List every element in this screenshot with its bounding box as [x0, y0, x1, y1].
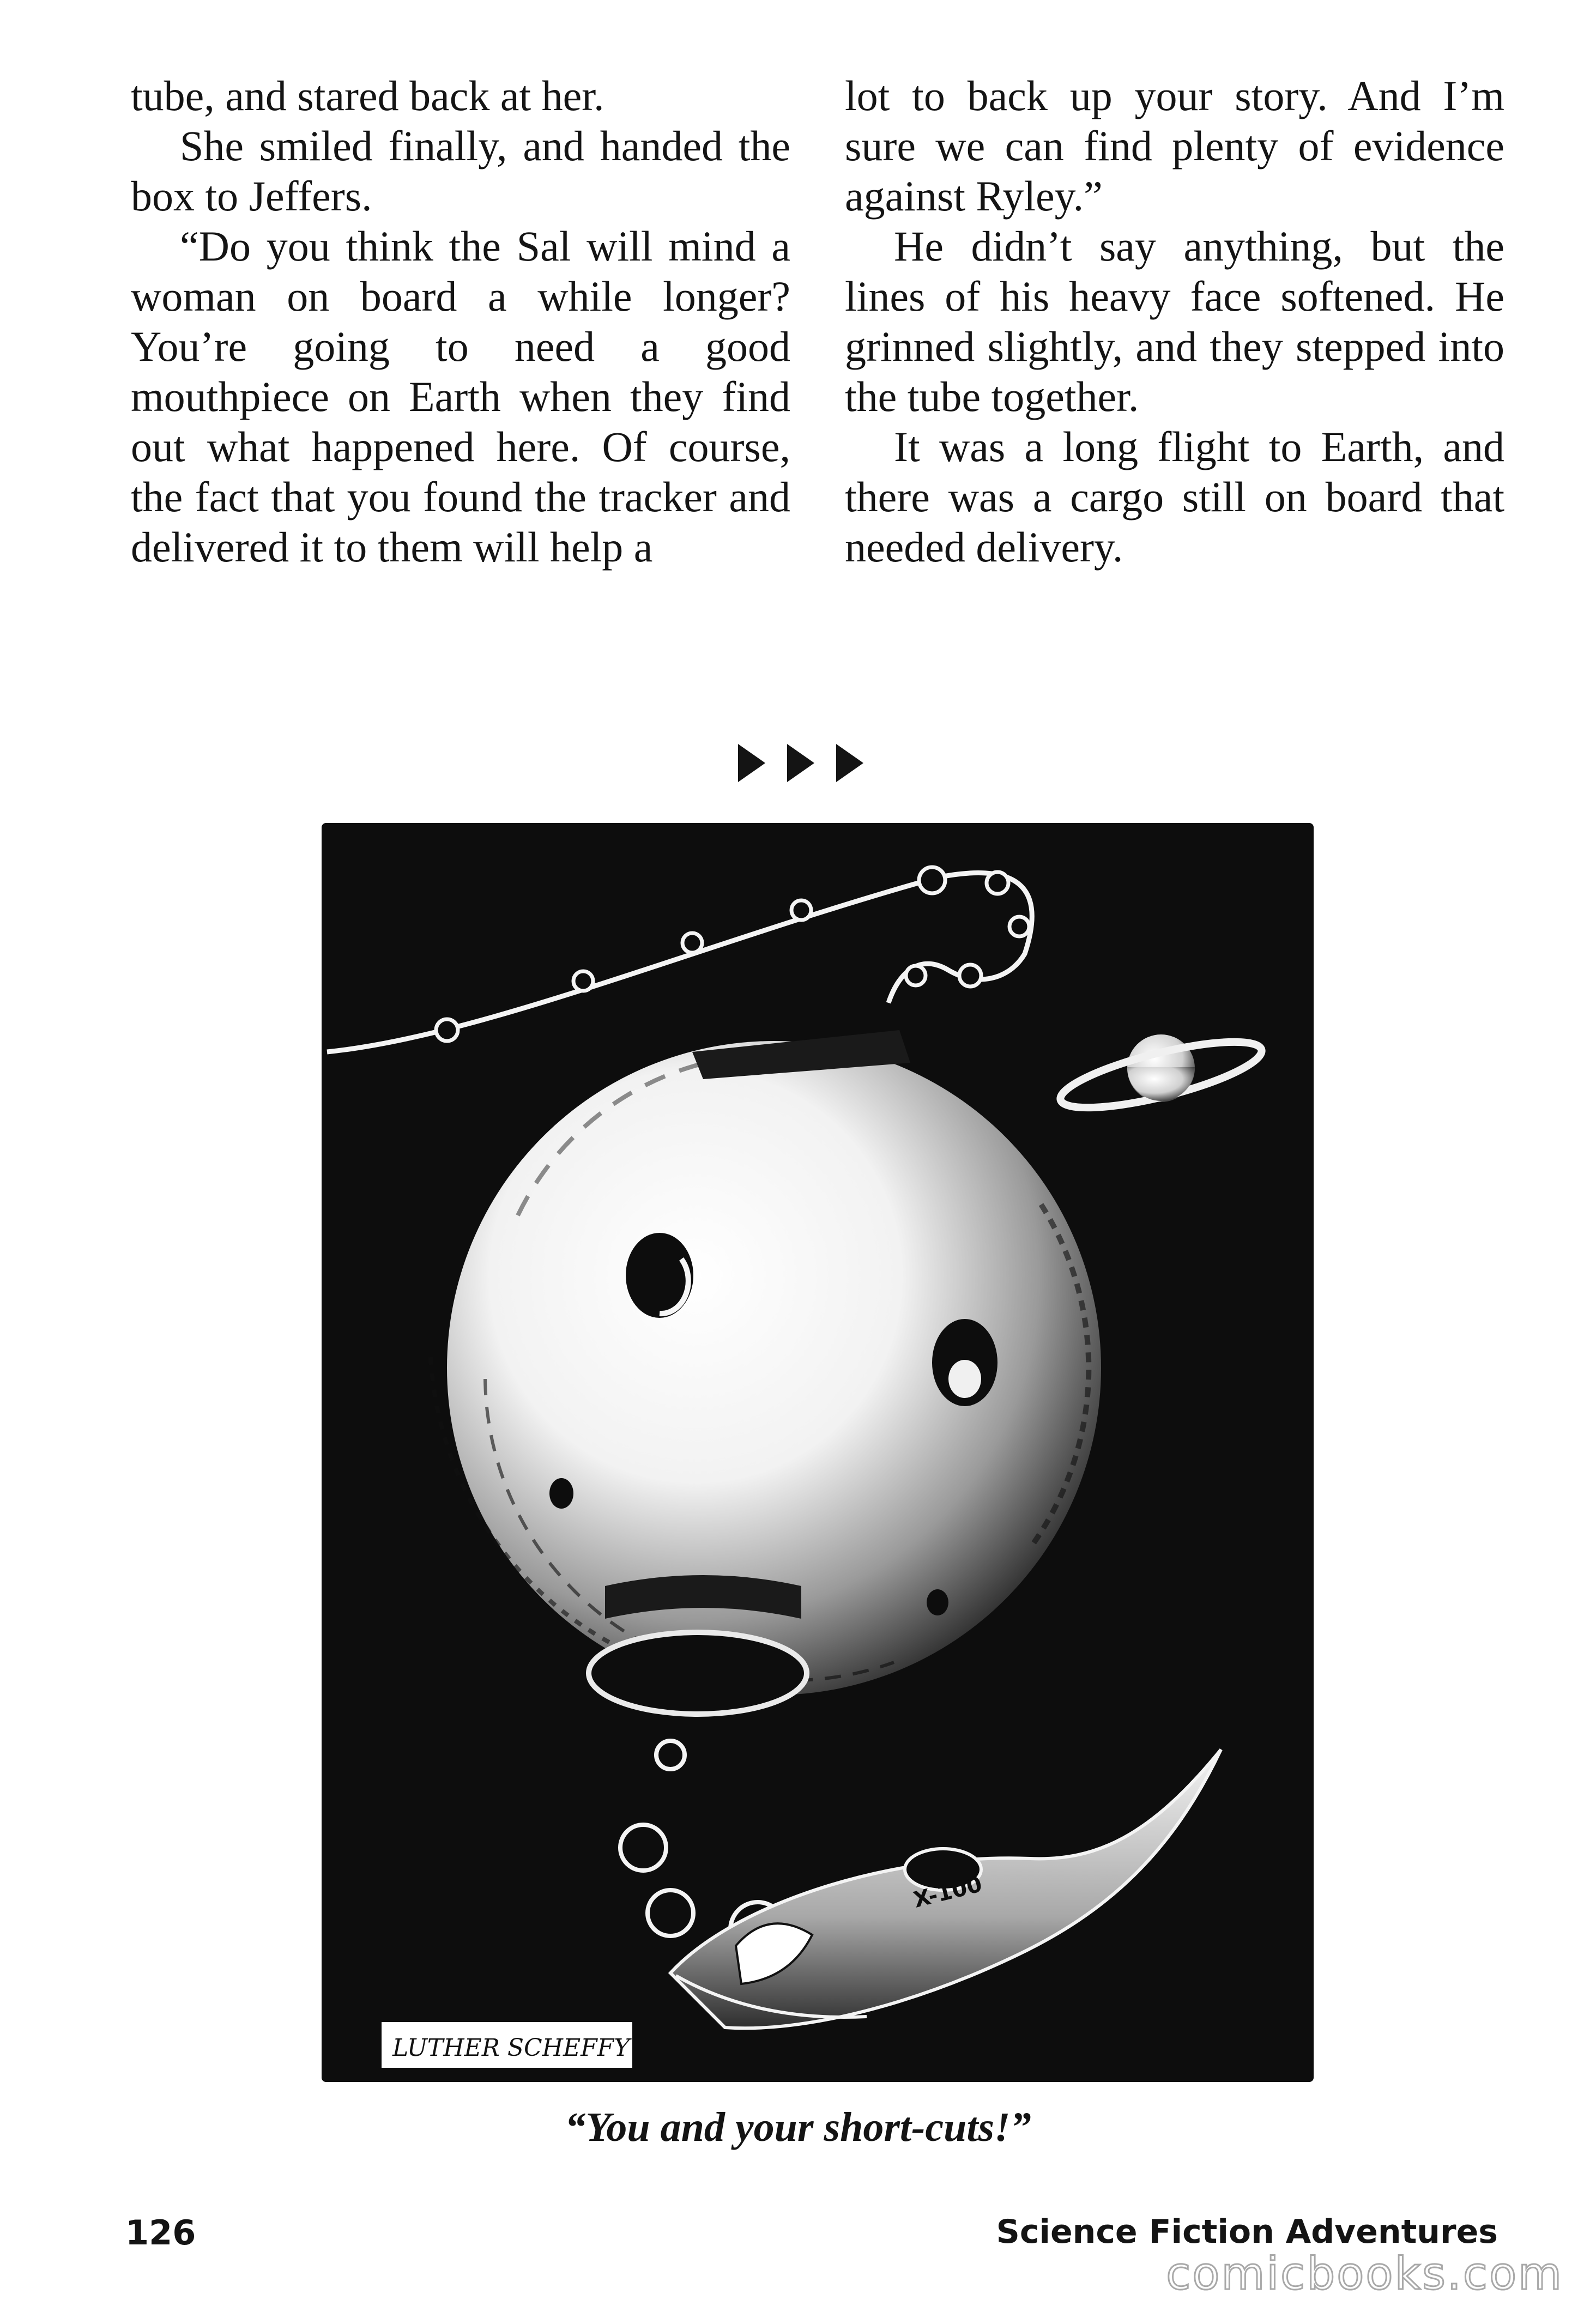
story-text — [131, 71, 1504, 698]
ship-marking: X-100 — [911, 1872, 985, 1913]
left-column — [131, 71, 790, 572]
paragraph: lot to back up your story. And I’m sure we can find plenty of evidence against Ryley.” — [845, 72, 1504, 220]
end-of-story-triangles-icon — [0, 739, 1596, 788]
paragraph: “Do you think the Sal will mind a woman on board a while longer? You’re going to need a good mouthpiece on Earth when they find out what happened here. Of course, the fact that you found the tracker and delivered it to them will help a — [131, 222, 790, 571]
illustration-panel — [322, 823, 1314, 2082]
paragraph: She smiled finally, and handed the box to Jeffers. — [131, 122, 790, 220]
illustration-caption: “You and your short-cuts!” — [565, 2104, 1031, 2150]
story-illustration — [322, 823, 1314, 2082]
artist-signature: LUTHER SCHEFFY — [392, 2034, 630, 2062]
paragraph: He didn’t say anything, but the lines of his heavy face softened. He grinned slightly, and they stepped into the tube together. — [845, 222, 1504, 420]
paragraph: tube, and stared back at her. — [131, 72, 604, 119]
right-column — [845, 71, 1504, 572]
watermark: comicbooks.com — [1166, 2248, 1563, 2300]
paragraph: It was a long flight to Earth, and there was a cargo still on board that needed delivery. — [845, 423, 1504, 571]
running-title: Science Fiction Adventures — [996, 2213, 1498, 2251]
page-number: 126 — [125, 2213, 196, 2253]
